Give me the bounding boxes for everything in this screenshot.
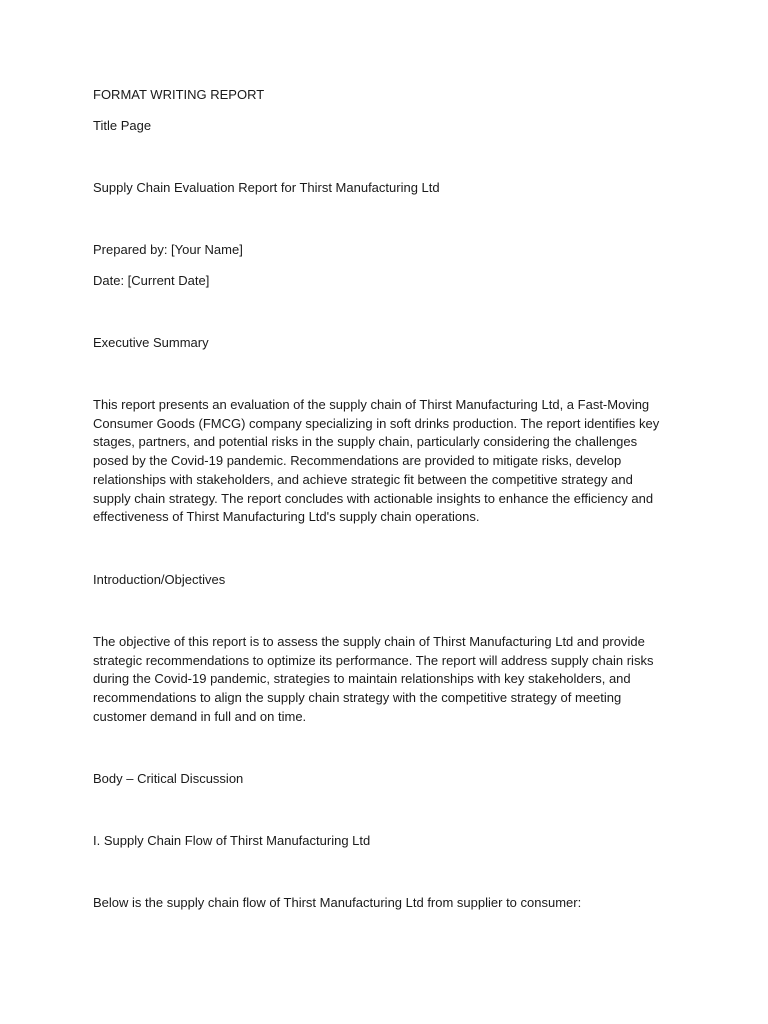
paragraph-line: during the Covid-19 pandemic, strategies to maintain relationships with key stakeholders, and xyxy=(93,671,631,687)
paragraph-line: relationships with stakeholders, and achieve strategic fit between the competitive strategy and xyxy=(93,471,633,487)
paragraph-line: customer demand in full and on time. xyxy=(93,708,307,724)
format-heading: FORMAT WRITING REPORT xyxy=(93,87,265,102)
report-title: Supply Chain Evaluation Report for Thirst Manufacturing Ltd xyxy=(93,180,440,195)
paragraph-line: The objective of this report is to assess the supply chain of Thirst Manufacturing Ltd and provide xyxy=(93,634,645,649)
introduction-paragraph xyxy=(93,633,673,727)
executive-summary-heading: Executive Summary xyxy=(93,335,209,350)
paragraph-line: supply chain strategy. The report concludes with actionable insights to enhance the efficiency and xyxy=(93,490,654,506)
executive-summary-paragraph xyxy=(93,396,673,527)
report-date: Date: [Current Date] xyxy=(93,273,210,288)
paragraph-line: recommendations to align the supply chain strategy with the competitive strategy of meeting xyxy=(93,690,622,706)
paragraph-line: Consumer Goods (FMCG) company specializing in soft drinks production. The report identifies key xyxy=(93,415,660,431)
prepared-by: Prepared by: [Your Name] xyxy=(93,242,243,257)
body-heading: Body – Critical Discussion xyxy=(93,771,244,786)
paragraph-line: stages, partners, and potential risks in the supply chain, particularly considering the challenges xyxy=(93,434,638,450)
paragraph-line: effectiveness of Thirst Manufacturing Ltd's supply chain operations. xyxy=(93,509,480,525)
paragraph-line: posed by the Covid-19 pandemic. Recommendations are provided to mitigate risks, develop xyxy=(93,453,622,469)
paragraph-line: This report presents an evaluation of the supply chain of Thirst Manufacturing Ltd, a Fast-Moving xyxy=(93,397,650,412)
section-1-intro: Below is the supply chain flow of Thirst Manufacturing Ltd from supplier to consumer: xyxy=(93,895,582,910)
paragraph-line: strategic recommendations to optimize its performance. The report will address supply chain risks xyxy=(93,652,654,668)
introduction-heading: Introduction/Objectives xyxy=(93,572,226,587)
title-page-label: Title Page xyxy=(93,118,152,133)
section-1-heading: I. Supply Chain Flow of Thirst Manufacturing Ltd xyxy=(93,833,371,848)
